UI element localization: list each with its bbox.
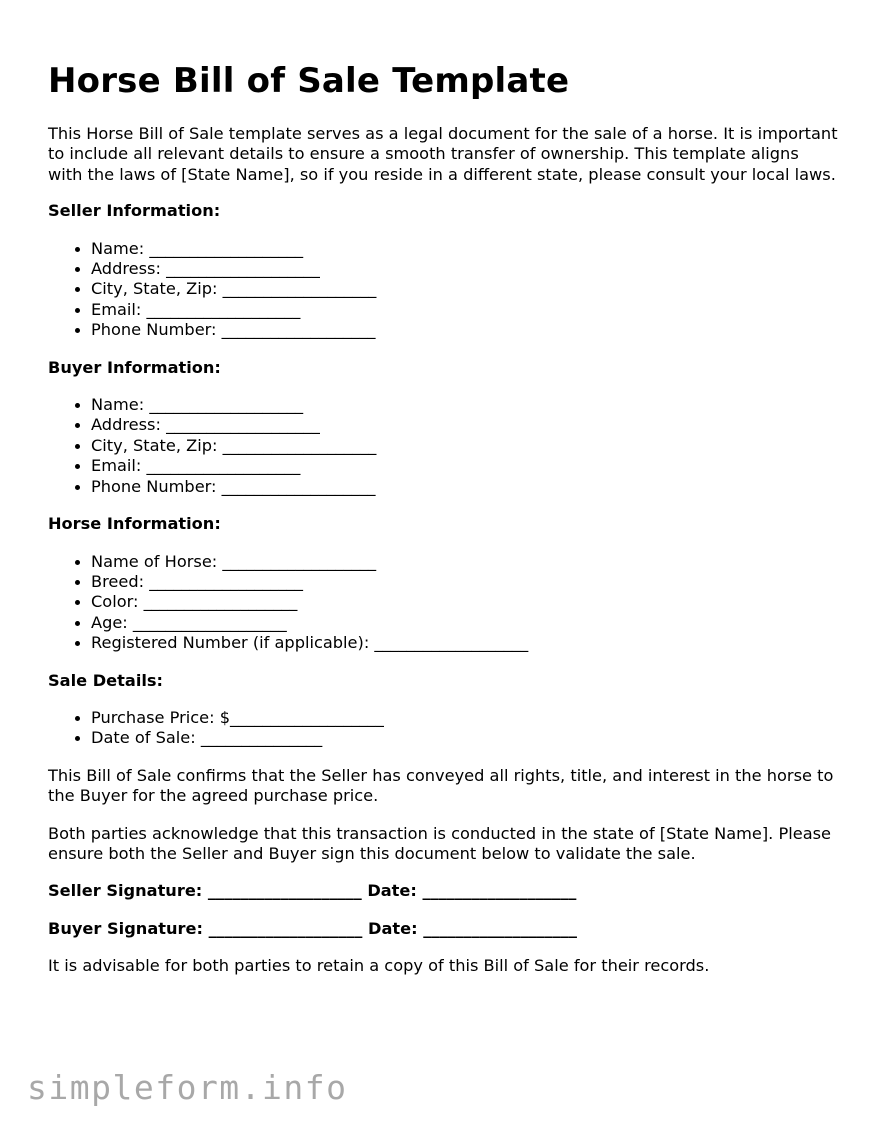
seller-info-heading: Seller Information: <box>48 201 221 221</box>
horse-color-field: Color: ___________________ <box>91 592 838 612</box>
purchase-price-field: Purchase Price: $___________________ <box>91 708 838 728</box>
buyer-email-field: Email: ___________________ <box>91 456 838 476</box>
conveyance-paragraph: This Bill of Sale confirms that the Seller has conveyed all rights, title, and interest in the horse to the Buyer for the agreed purchase price. <box>48 765 834 806</box>
buyer-info-heading: Buyer Information: <box>48 357 221 377</box>
document-page <box>48 58 838 977</box>
watermark: simpleform.info <box>27 1068 348 1107</box>
seller-info-list <box>48 239 838 341</box>
buyer-city-state-zip-field: City, State, Zip: ___________________ <box>91 436 838 456</box>
horse-name-field: Name of Horse: ___________________ <box>91 552 838 572</box>
buyer-signature-text: Buyer Signature: ___________________ Date: ___________________ <box>48 918 577 938</box>
seller-signature-line <box>48 881 838 901</box>
acknowledgement-paragraph: Both parties acknowledge that this transaction is conducted in the state of [State Name]. Please ensure both the Seller and Buyer sign this document below to validate the sale. <box>48 823 832 863</box>
buyer-address-field: Address: ___________________ <box>91 415 838 435</box>
buyer-name-field: Name: ___________________ <box>91 395 838 415</box>
buyer-info-list <box>48 395 838 497</box>
seller-signature-text: Seller Signature: ___________________ Date: ___________________ <box>48 881 577 901</box>
horse-registered-number-field: Registered Number (if applicable): ___________________ <box>91 633 838 653</box>
horse-info-heading: Horse Information: <box>48 514 221 534</box>
seller-city-state-zip-field: City, State, Zip: ___________________ <box>91 279 838 299</box>
horse-breed-field: Breed: ___________________ <box>91 572 838 592</box>
seller-name-field: Name: ___________________ <box>91 239 838 259</box>
seller-phone-field: Phone Number: ___________________ <box>91 320 838 340</box>
intro-paragraph: This Horse Bill of Sale template serves as a legal document for the sale of a horse. It is important to include all relevant details to ensure a smooth transfer of ownership. This template aligns with the laws of [State Name], so if you reside in a different state, please consult your local laws. <box>48 124 838 184</box>
horse-info-list <box>48 552 838 654</box>
sale-details-list <box>48 708 838 749</box>
buyer-phone-field: Phone Number: ___________________ <box>91 477 838 497</box>
horse-age-field: Age: ___________________ <box>91 613 838 633</box>
sale-details-heading: Sale Details: <box>48 670 164 690</box>
closing-paragraph: It is advisable for both parties to retain a copy of this Bill of Sale for their records. <box>48 956 710 976</box>
seller-address-field: Address: ___________________ <box>91 259 838 279</box>
buyer-signature-line <box>48 919 838 939</box>
date-of-sale-field: Date of Sale: _______________ <box>91 728 838 748</box>
document-title: Horse Bill of Sale Template <box>48 61 570 101</box>
seller-email-field: Email: ___________________ <box>91 300 838 320</box>
